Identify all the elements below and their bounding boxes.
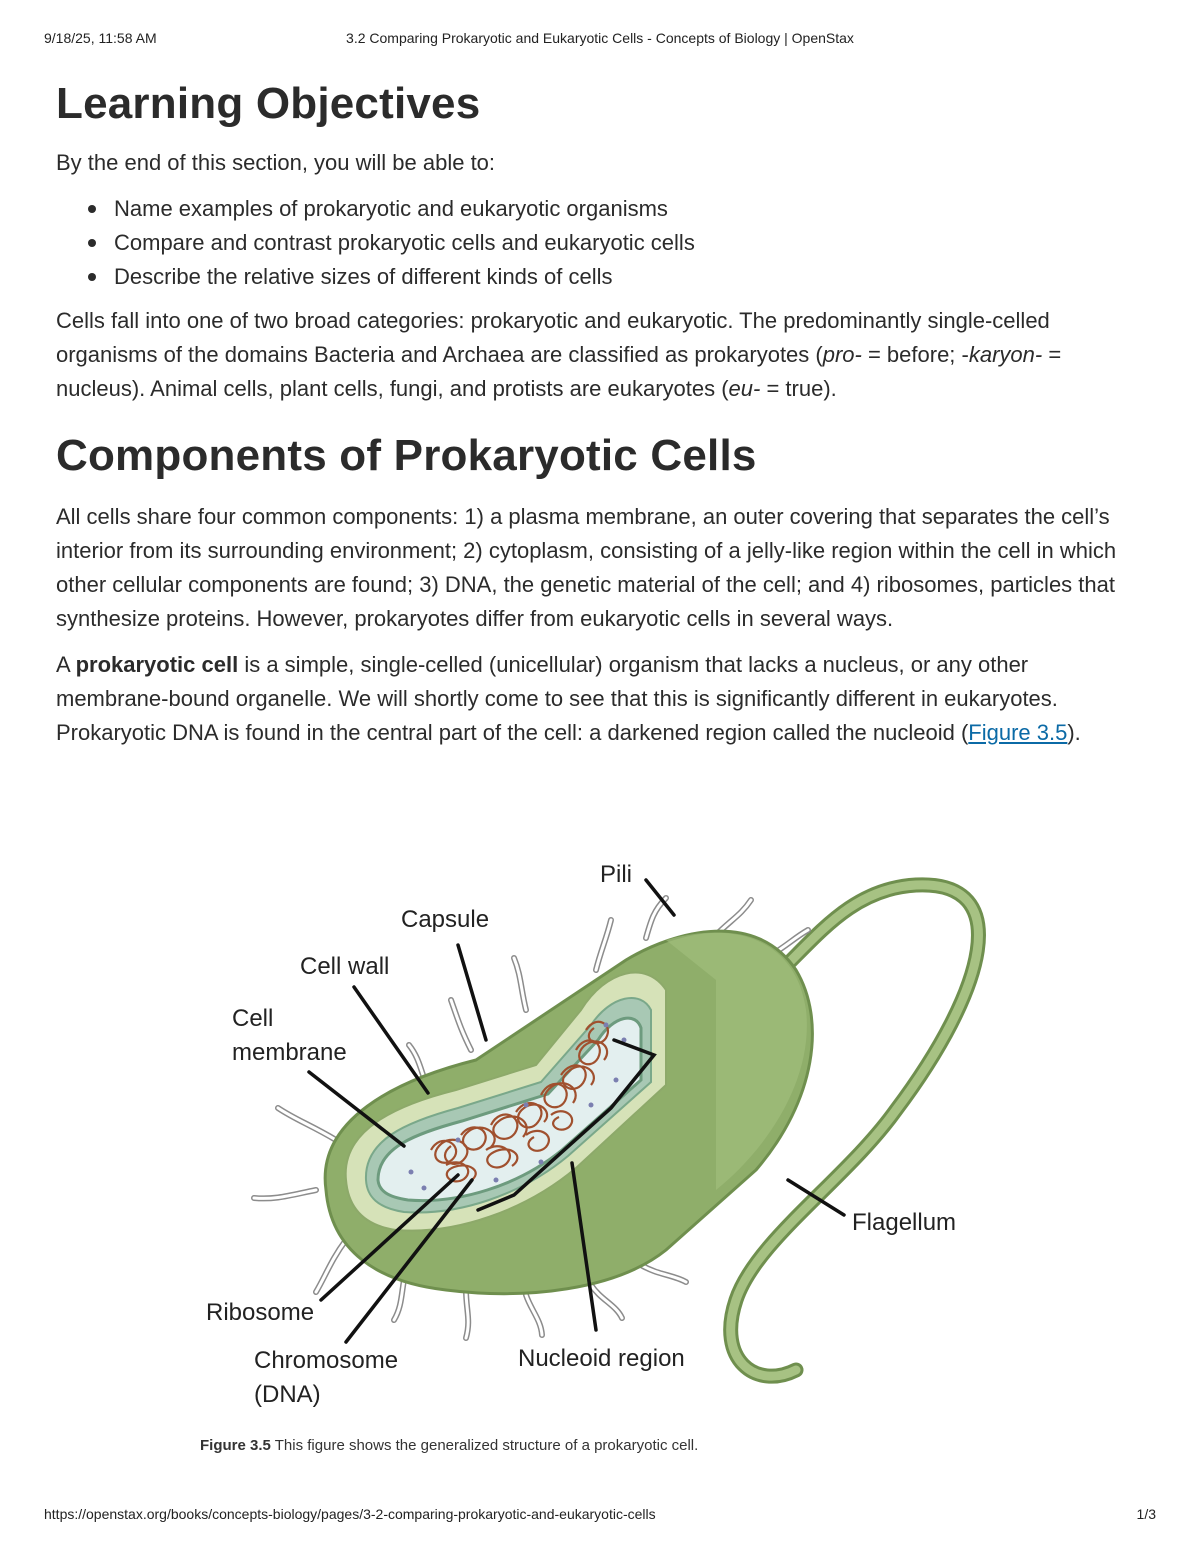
components-paragraph: All cells share four common components: 1) a plasma membrane, an outer covering that separates the cell’s interior from its surrounding environment; 2) cytoplasm, consisting of a jelly-like region within the cell in which other cellular components are found; 3) DNA, the genetic material of the cell; and 4) ribosomes, particles that synthesize proteins. However, prokaryotes differ from eukaryotic cells in several ways. [56,504,1117,631]
prokaryotic-cell-figure [196,850,996,1420]
objectives-intro: By the end of this section, you will be able to: [56,150,496,175]
label-cell-membrane-1: Cell [232,1005,274,1032]
list-item [114,226,1146,260]
italic-term: karyon- [968,342,1043,367]
bullet-icon [88,239,96,247]
text-run: A [56,652,76,677]
bullet-icon [88,205,96,213]
categories-paragraph [56,304,1146,406]
text-run: Cells fall into one of two broad categories: prokaryotic and eukaryotic. The predominantly single-celled organisms of the domains Bacteria and Archaea are classified as prokaryotes ( [56,308,1050,367]
learning-objectives-heading: Learning Objectives [56,79,481,128]
bullet-icon [88,273,96,281]
components-heading: Components of Prokaryotic Cells [56,431,757,480]
label-chromosome-1: Chromosome [254,1347,399,1374]
text-run: = before; - [861,342,969,367]
label-chromosome-2: (DNA) [254,1381,321,1408]
bold-term: prokaryotic cell [75,652,239,677]
text-run: is a simple, single-celled (unicellular) organism that lacks a nucleus, or any other membrane-bound organelle. We will shortly come to see that this is significantly different in eukaryotes. Prokaryotic DNA is found in the central part of the cell: a darkened region called the nucleoid ( [56,652,1058,745]
label-flagellum: Flagellum [852,1209,957,1236]
article-content [56,76,1146,762]
objectives-list [56,192,1146,294]
cell-diagram [196,850,996,1420]
label-cell-membrane-2: membrane [232,1039,347,1066]
objective-text: Compare and contrast prokaryotic cells and eukaryotic cells [114,230,695,255]
label-cell-wall: Cell wall [300,953,390,980]
caption-label: Figure 3.5 [200,1437,271,1454]
label-ribosome: Ribosome [206,1299,315,1326]
objective-text: Describe the relative sizes of different kinds of cells [114,264,613,289]
label-pili: Pili [600,861,633,888]
print-footer [44,1506,1156,1526]
print-header [44,30,1156,50]
print-page-number: 1/3 [1136,1506,1156,1522]
print-url: https://openstax.org/books/concepts-biology/pages/3-2-comparing-prokaryotic-and-eukaryotic-cells [44,1506,656,1522]
label-capsule: Capsule [401,906,490,933]
print-datetime: 9/18/25, 11:58 AM [44,30,157,46]
italic-term: pro- [822,342,862,367]
text-run: = nucleus). Animal cells, plant cells, fungi, and protists are eukaryotes ( [56,342,1062,401]
caption-text: This figure shows the generalized structure of a prokaryotic cell. [270,1437,699,1454]
print-page-title: 3.2 Comparing Prokaryotic and Eukaryotic Cells - Concepts of Biology | OpenStax [346,30,854,46]
objective-text: Name examples of prokaryotic and eukaryotic organisms [114,196,668,221]
figure-caption [200,1437,698,1454]
list-item [114,192,1146,226]
text-run: ). [1067,720,1081,745]
text-run: = true). [760,376,837,401]
label-nucleoid: Nucleoid region [518,1345,685,1372]
list-item [114,260,1146,294]
prokaryotic-cell-paragraph [56,648,1146,750]
figure-link[interactable]: Figure 3.5 [968,720,1068,745]
italic-term: eu- [728,376,761,401]
